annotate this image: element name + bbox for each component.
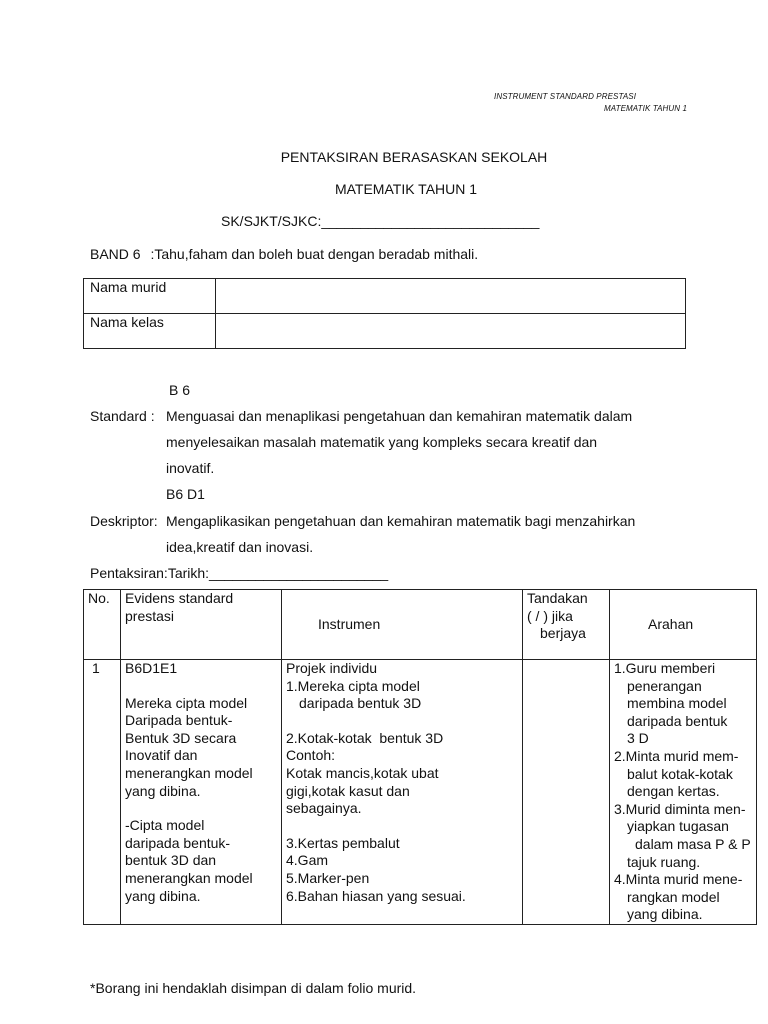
row-instructions — [610, 660, 757, 925]
descriptor-line-2: idea,kreatif dan inovasi. — [166, 539, 314, 555]
instrument-line: daripada bentuk 3D — [299, 695, 422, 712]
standard-label: Standard : — [90, 408, 155, 424]
row-no: 1 — [84, 660, 121, 925]
instrument-line: 5.Marker-pen — [286, 869, 370, 886]
subject-title: MATEMATIK TAHUN 1 — [334, 181, 478, 197]
header-instruction: Arahan — [610, 590, 757, 660]
instruction-line: 4.Minta murid mene- — [614, 871, 743, 888]
instrument-line: Contoh: — [286, 747, 336, 764]
evidence-line: yang dibina. — [125, 887, 201, 904]
header-line-1: INSTRUMENT STANDARD PRESTASI — [494, 92, 637, 101]
instrument-line: Kotak mancis,kotak ubat — [286, 764, 439, 781]
evidence-line: Daripada bentuk- — [125, 712, 233, 729]
class-name-field[interactable] — [216, 314, 686, 349]
evidence-line: -Cipta model — [125, 817, 205, 834]
instrument-line: 4.Gam — [286, 852, 329, 869]
header-evidence-line: Evidens standard — [125, 590, 234, 606]
descriptor-line-1: Mengaplikasikan pengetahuan dan kemahiran matematik bagi menzahirkan — [166, 513, 636, 529]
student-name-field[interactable] — [216, 279, 686, 314]
header-instrument: Instrumen — [282, 590, 523, 660]
instrument-line: 1.Mereka cipta model — [286, 677, 420, 694]
instruction-line: rangkan model — [627, 888, 720, 905]
instruction-line: daripada bentuk — [627, 712, 728, 729]
row-instrument — [282, 660, 523, 925]
instrument-line: 2.Kotak-kotak bentuk 3D — [286, 729, 444, 746]
band-text: :Tahu,faham dan boleh buat dengan beradab mithali. — [150, 246, 479, 262]
instruction-line: tajuk ruang. — [627, 853, 701, 870]
table-row — [84, 660, 757, 925]
school-line: SK/SJKT/SJKC:____________________________ — [221, 213, 540, 229]
instruction-line: 2.Minta murid mem- — [614, 747, 739, 764]
evidence-line: yang dibina. — [125, 782, 201, 799]
band-name: BAND 6 — [90, 246, 141, 262]
student-name-label: Nama murid — [84, 279, 216, 314]
instrument-title: Projek individu — [286, 660, 378, 676]
footnote: *Borang ini hendaklah disimpan di dalam folio murid. — [90, 980, 417, 996]
descriptor-label: Deskriptor: — [90, 513, 158, 529]
descriptor-code: B6 D1 — [166, 486, 205, 502]
instruction-line: 3 D — [627, 730, 649, 747]
band-code: B 6 — [169, 382, 191, 398]
evidence-line: Bentuk 3D secara — [125, 729, 237, 746]
evidence-code: B6D1E1 — [125, 660, 178, 676]
evidence-line: menerangkan model — [125, 869, 253, 886]
instruction-line: balut kotak-kotak — [627, 765, 733, 782]
band-label — [90, 246, 478, 262]
document-title: PENTAKSIRAN BERASASKAN SEKOLAH — [280, 149, 548, 165]
header-mark-line: berjaya — [540, 625, 586, 642]
instruction-line: yiapkan tugasan — [627, 818, 729, 835]
standard-line-1: Menguasai dan menaplikasi pengetahuan dan kemahiran matematik dalam — [166, 408, 633, 424]
instruction-line: 1.Guru memberi — [614, 660, 716, 676]
evidence-line: bentuk 3D dan — [125, 852, 217, 869]
evidence-line: menerangkan model — [125, 764, 253, 781]
instruction-line: dengan kertas. — [627, 783, 720, 800]
instrument-line: gigi,kotak kasut dan — [286, 782, 410, 799]
instruction-line: penerangan — [627, 677, 702, 694]
evidence-table — [83, 589, 757, 925]
instrument-line: 3.Kertas pembalut — [286, 834, 400, 851]
header-evidence — [121, 590, 282, 660]
header-mark-line: ( / ) jika — [527, 607, 573, 624]
instruction-line: dalam masa P & P — [635, 835, 751, 852]
header-no: No. — [84, 590, 121, 660]
evidence-line: Inovatif dan — [125, 747, 198, 764]
instruction-line: 3.Murid diminta men- — [614, 800, 746, 817]
student-info-table — [83, 278, 686, 349]
row-mark-cell[interactable] — [523, 660, 610, 925]
standard-line-2: menyelesaikan masalah matematik yang kompleks secara kreatif dan — [166, 434, 598, 450]
header-mark-line: Tandakan — [527, 590, 588, 606]
instrument-line: sebagainya. — [286, 800, 362, 817]
evidence-line: daripada bentuk- — [125, 834, 231, 851]
evidence-line: Mereka cipta model — [125, 694, 248, 711]
instruction-line: yang dibina. — [627, 906, 703, 923]
class-name-label: Nama kelas — [84, 314, 216, 349]
table-header-row — [84, 590, 757, 660]
instruction-line: membina model — [627, 695, 727, 712]
assessment-date: Pentaksiran:Tarikh:_______________________ — [90, 565, 389, 581]
row-evidence — [121, 660, 282, 925]
header-evidence-line: prestasi — [125, 607, 175, 624]
header-line-2: MATEMATIK TAHUN 1 — [604, 104, 688, 113]
standard-line-3: inovatif. — [166, 460, 215, 476]
header-mark — [523, 590, 610, 660]
instrument-line: 6.Bahan hiasan yang sesuai. — [286, 887, 466, 904]
